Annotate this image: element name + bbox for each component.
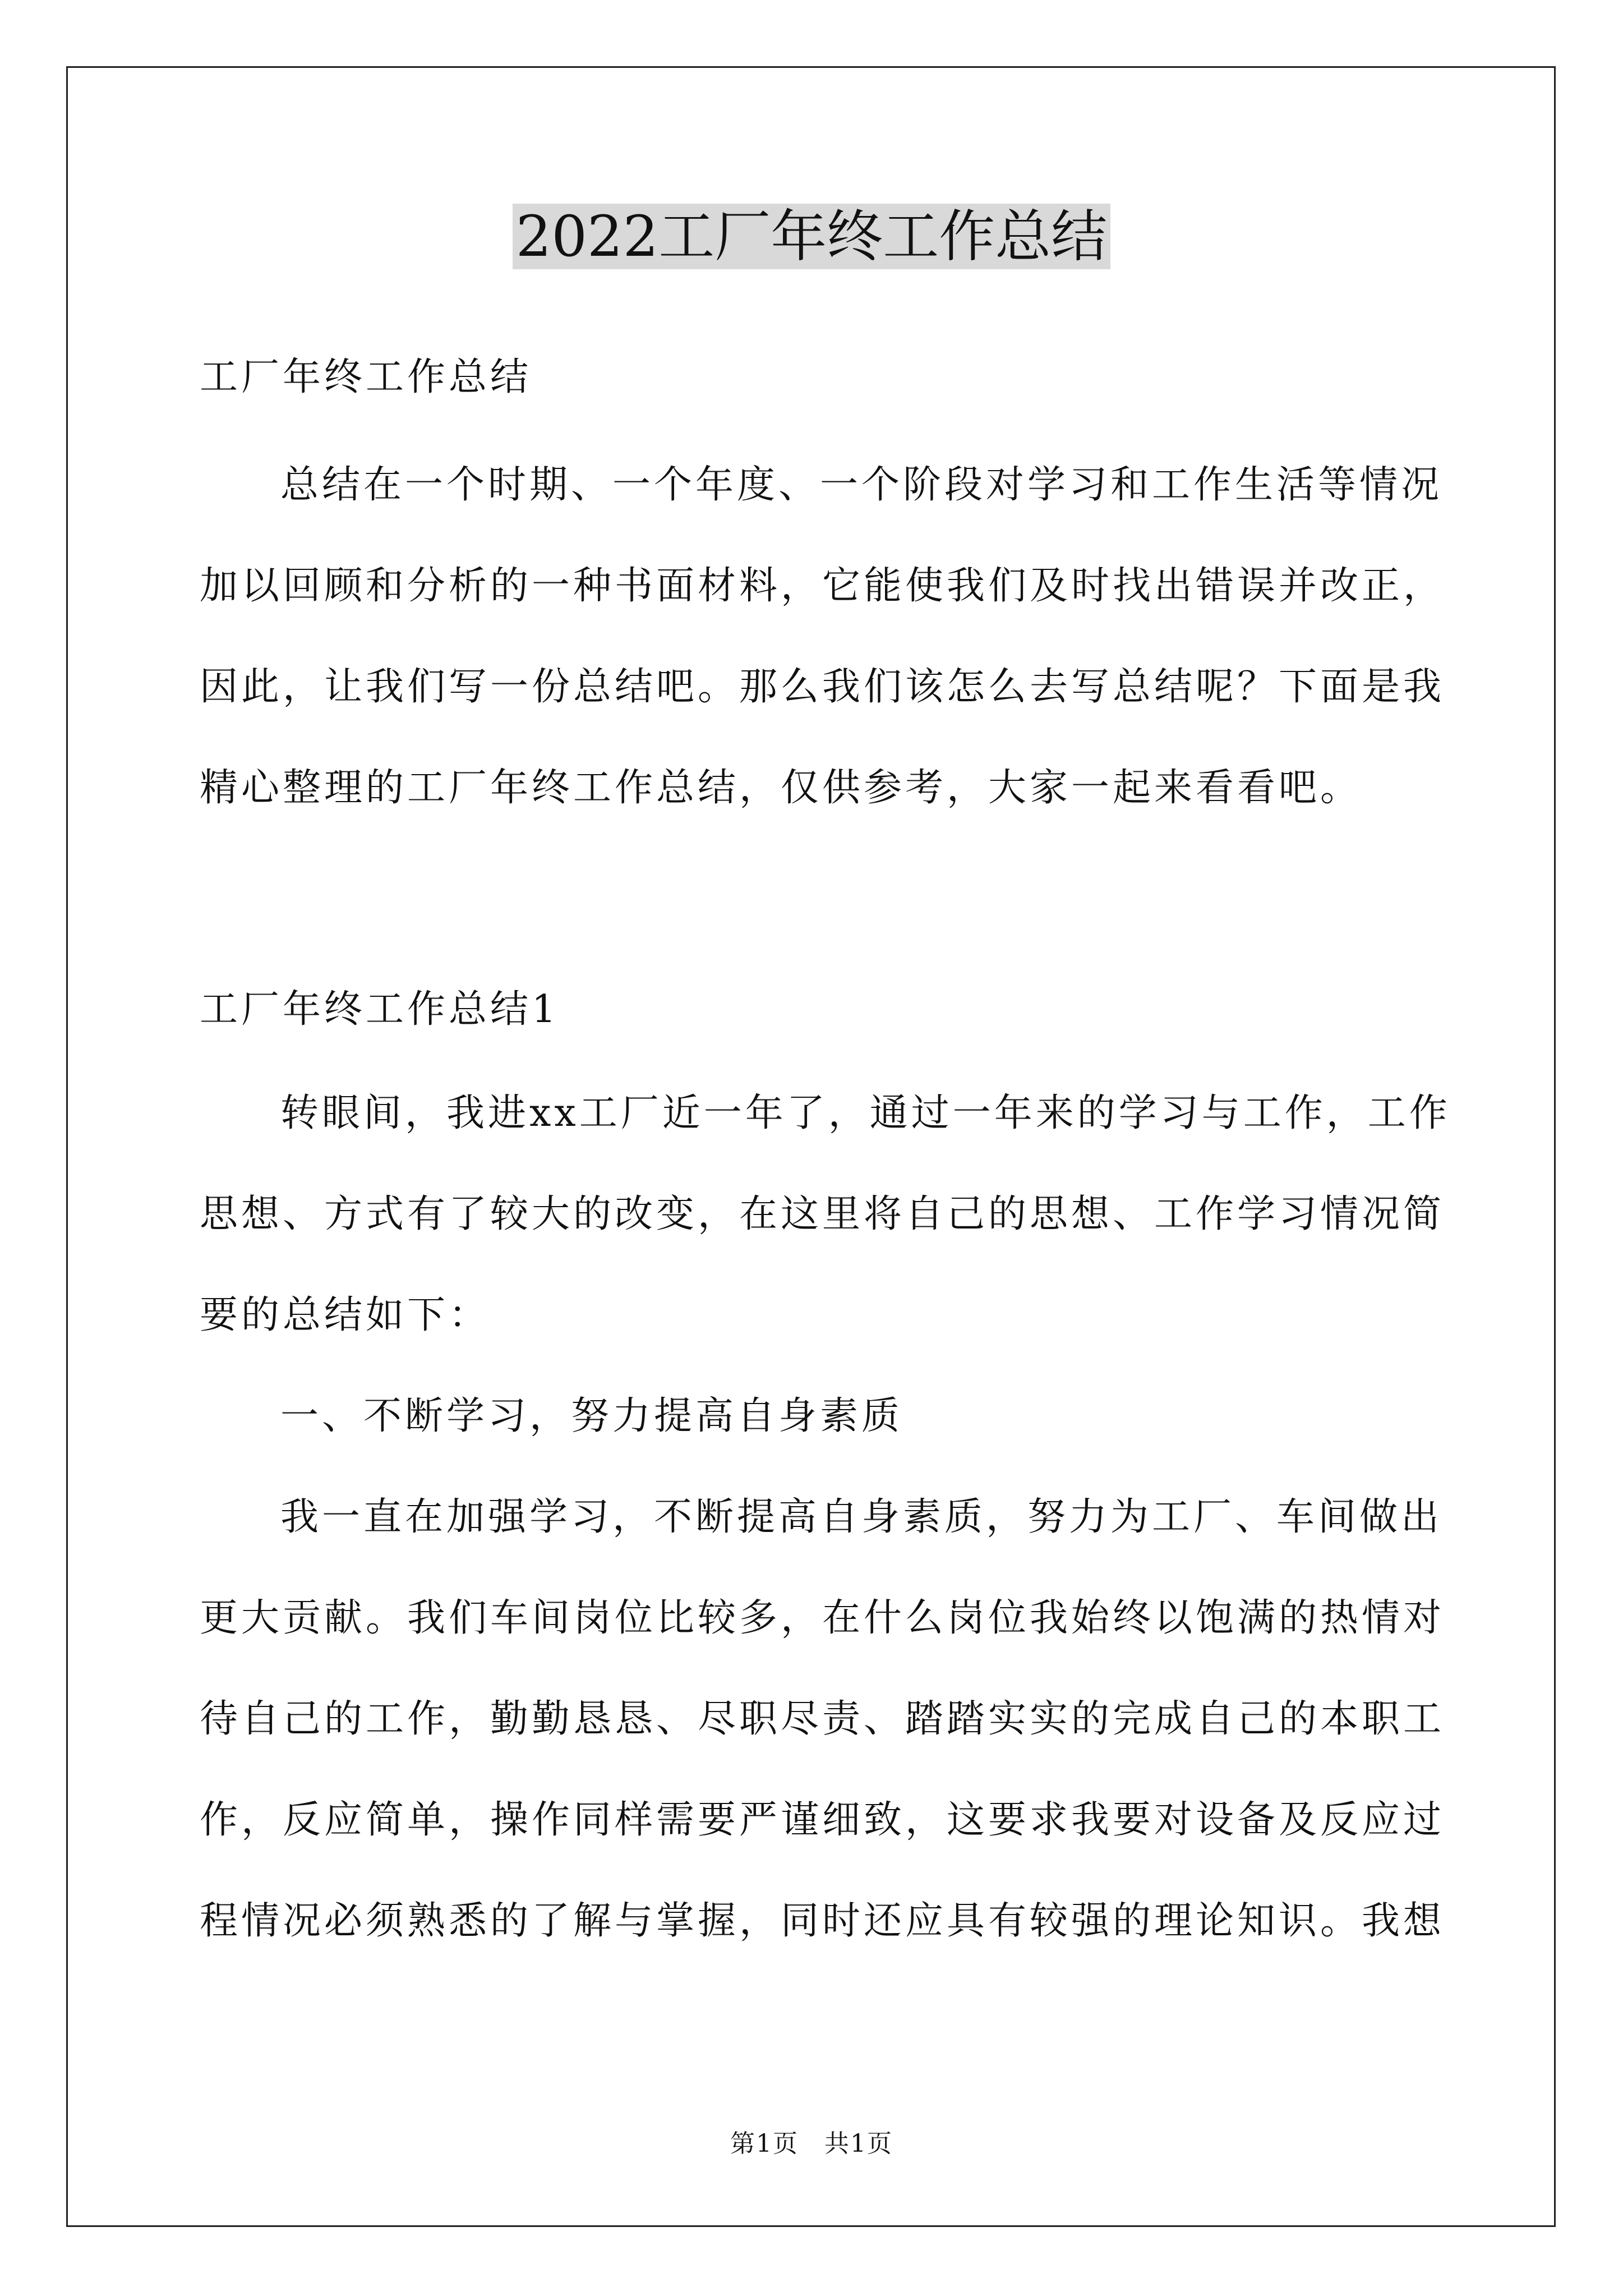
paragraph-line: 作，反应简单，操作同样需要严谨细致，这要求我要对设备及反应过: [200, 1798, 1445, 1842]
paragraph-line: 转眼间，我进xx工厂近一年了，通过一年来的学习与工作，工作: [280, 1091, 1451, 1135]
paragraph-line: 程情况必须熟悉的了解与掌握，同时还应具有较强的理论知识。我想: [200, 1899, 1445, 1943]
document-title-text: 2022工厂年终工作总结: [513, 204, 1111, 269]
section-heading: 一、不断学习，努力提高自身素质: [280, 1394, 903, 1438]
paragraph-line: 因此，让我们写一份总结吧。那么我们该怎么去写总结呢？下面是我: [200, 665, 1445, 709]
document-title: [0, 197, 1623, 276]
subheading-intro: 工厂年终工作总结: [200, 355, 532, 399]
paragraph-line: 待自己的工作，勤勤恳恳、尽职尽责、踏踏实实的完成自己的本职工: [200, 1697, 1445, 1741]
paragraph-line: 加以回顾和分析的一种书面材料，它能使我们及时找出错误并改正，: [200, 564, 1445, 608]
subheading-section-1: 工厂年终工作总结1: [200, 987, 560, 1032]
paragraph-line: 我一直在加强学习，不断提高自身素质，努力为工厂、车间做出: [280, 1495, 1443, 1539]
paragraph-line: 总结在一个时期、一个年度、一个阶段对学习和工作生活等情况: [280, 463, 1443, 507]
paragraph-line: 精心整理的工厂年终工作总结，仅供参考，大家一起来看看吧。: [200, 766, 1362, 810]
paragraph-line: 更大贡献。我们车间岗位比较多，在什么岗位我始终以饱满的热情对: [200, 1596, 1445, 1640]
paragraph-line: 思想、方式有了较大的改变，在这里将自己的思想、工作学习情况简: [200, 1192, 1445, 1236]
paragraph-line: 要的总结如下：: [200, 1293, 491, 1337]
page-number-footer: 第1页 共1页: [730, 2129, 893, 2158]
